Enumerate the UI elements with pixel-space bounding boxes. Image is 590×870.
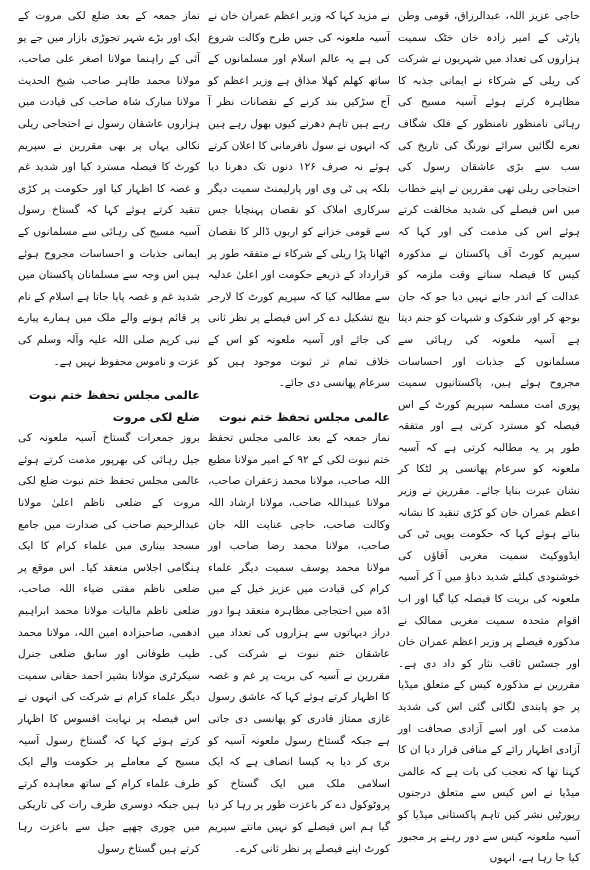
paragraph: نے مزید کہا کہ وزیر اعظم عمران خان نے آسیہ ملعونہ کی جس طرح وکالت شروع کی ہے یہ عالم اسلام اور مسلمانوں کے ساتھ کھلم کھلا مذاق ہے وزیر اعظم کو آج سڑکیں بند کرنے کے نقصانات نظر آ رہے ہیں تاہم دھرنے کیوں بھول رہے ہیں کہ انہوں نے سول نافرمانی کا اعلان کرتے ہوئے نہ صرف ۱۲۶ دنوں تک دھرنا دیا بلکہ پی ٹی وی اور پارلیمنٹ سمیت دیگر سرکاری املاک کو نقصان پہنچایا جس سے قومی خزانے کو اربوں ڈالر کا نقصان اٹھانا پڑا ریلی کے شرکاء نے متفقہ طور پر قرارداد کے ذریعے حکومت اور اعلیٰ عدلیہ سے مطالبہ کیا کہ سپریم کورٹ کا لارجر بنچ تشکیل دے کر اس فیصلے پر نظر ثانی کی جائے اور آسیہ ملعونہ کو اس کے خلاف تمام تر ثبوت موجود ہیں کو سرعام پھانسی دی جائے۔ — [208, 10, 390, 390]
section-heading: عالمی مجلس تحفظ ختم نبوت ضلع لکی مروت — [28, 388, 200, 424]
spacer — [208, 395, 390, 405]
spacer — [18, 373, 200, 383]
paragraph: بروز جمعرات گستاخ آسیہ ملعونہ کی جیل رہائی کی بھرپور مذمت کرتے ہوئے عالمی مجلس تحفظ ختم نبوت ضلع لکی مروت کے ضلعی ناظم اعلیٰ مولانا عبدالرحیم صاحب کی صدارت میں جامع مسجد بیناری میں علماء کرام کا ایک ہنگامی اجلاس منعقد کیا۔ اس موقع پر ضلعی ناظم مفتی ضیاء اللہ صاحب، ضلعی ناظم مالیات مولانا محمد ابراہیم ادھمی، صاحبزادہ امین اللہ، مولانا محمد طیب طوفانی اور سابق ضلعی جنرل سیکرٹری مولانا بشیر احمد حقانی سمیت دیگر علماء کرام نے شرکت کی انہوں نے اس فیصلہ پر نہایت افسوس کا اظہار کرتے ہوئے کہا کہ گستاخ رسول آسیہ مسیح کے معاملے پر حکومت والے ایک طرف علماء کرام کے ساتھ معاہدہ کرتے ہیں جبکہ دوسری طرف رات کی تاریکی میں چوری چھپے جیل سے باعزت رہا کرتے ہیں گستاخ رسول — [18, 432, 200, 855]
paragraph: نماز جمعہ کے بعد ضلع لکی مروت کے ایک اور بڑے شہر تجوڑی بازار میں جے یو آئی کے راہنما مولانا اصغر علی صاحب، مولانا محمد طاہر صاحب شیخ الحدیث مولانا مبارک شاہ صاحب کی قیادت میں ہزاروں عاشقان رسول نے احتجاجی ریلی نکالی یہاں پر بھی مقررین نے سپریم کورٹ کا فیصلہ مسترد کیا اور شدید غم و غصہ کا اظہار کیا اور حکومت پر کڑی تنقید کرتے ہوئے کہا کہ گستاخ رسول آسیہ مسیح کی رہائی سے مسلمانوں کے ایمانی جذبات و احساسات مجروح ہوئے ہیں اس وجہ سے مسلمانان پاکستان میں شدید غم و غصہ پایا جاتا ہے اسلام کے نام پر قائم ہونے والے ملک میں ہمارے پیارے نبی کریم صلی اللہ علیہ وآلہ وسلم کی عزت و ناموس محفوظ نہیں ہے۔ — [18, 10, 200, 368]
column-left — [14, 6, 204, 855]
paragraph: حاجی عزیز اللہ، عبدالرزاق، قومی وطن پارٹی کے امیر زادہ خان خٹک سمیت ہزاروں کی تعداد میں شہریوں نے شرکت کی ریلی کے شرکاء نے ایمانی جذبہ کا مظاہرہ کرتے ہوئے آسیہ مسیح کی رہائی نامنظور نامنظور کے فلک شگاف نعرے لگائیں سرائے نورنگ کی تاریخ کی سب سے بڑی عاشقان رسول کی احتجاجی ریلی تھی مقررین نے اپنے خطاب میں اس فیصلے کی شدید مخالفت کرتے ہوئے اس کی مذمت کی اور کہا کہ سپریم کورٹ آف پاکستان نے مذکورہ کیس کا فیصلہ سناتے وقت ملزمہ کو عدالت کے اندر جانے نہیں دیا جو کہ جان بوجھ کر اور شکوک و شبہات کو جنم دیتا ہے آسیہ ملعونہ کی رہائی سے مسلمانوں کے جذبات اور احساسات مجروح ہوئے ہیں، پاکستانیوں سمیت پوری امت مسلمہ سپریم کورٹ کے اس فیصلہ کو مسترد کرتی ہے اور متفقہ طور پر یہ مطالبہ کرتی ہے کہ آسیہ ملعونہ کو سرعام پھانسی پر لٹکا کر نشان عبرت بنایا جائے۔ مقررین نے وزیر اعظم عمران خان کو کڑی تنقید کا نشانہ بناتے ہوئے کہا کہ حکومت یوپی ٹی کی ایڈووکیٹ سمیت مغربی آقاؤں کی خوشنودی کیلئے شدید دباؤ میں آ کر آسیہ ملعونہ کی بریت کا فیصلہ کیا گیا اور اب اقوام متحدہ سمیت مغربی ممالک نے مذکورہ فیصلے پر وزیر اعظم عمران خان اور جسٹس ثاقب نثار کو داد دی ہے۔ مقررین نے مذکورہ کیس کے متعلق میڈیا پر جو پابندی لگائی گئی اس کی شدید مذمت کی اور اسے آزادی صحافت اور آزادی اظہار رائے کے منافی قرار دیا ان کا کہنا تھا کہ تعجب کی بات ہے کہ عالمی میڈیا نے اس کیس سے متعلق درجنوں رپورٹیں نشر کیں تاہم پاکستانی میڈیا کو آسیہ ملعونہ کیس سے دور رہنے پر مجبور کیا جا رہا ہے، انہوں — [398, 10, 580, 865]
column-right — [394, 6, 584, 865]
section-heading: عالمی مجلس تحفظ ختم نبوت — [218, 409, 390, 424]
column-middle — [204, 6, 394, 855]
paragraph: نماز جمعہ کے بعد عالمی مجلس تحفظ ختم نبوت لکی کے ۹۲ کے امیر مولانا مطیع اللہ صاحب، مولانا محمد زعفران صاحب، مولانا عبیداللہ صاحب، مولانا ارشاد اللہ وکالت صاحب، حاجی عنایت اللہ جان صاحب، مولانا محمد رضا صاحب اور مولانا محمد یوسف سمیت دیگر علماء کرام کی قیادت میں عزیز خیل کے میں اڈہ میں احتجاجی مظاہرہ منعقد ہوا دور دراز دیہاتوں سے ہزاروں کی تعداد میں عاشقان ختم نبوت نے شرکت کی۔ مقررین نے آسیہ کی بریت پر غم و غصہ کا اظہار کرتے ہوئے کہا کہ عاشق رسول غازی ممتاز قادری کو پھانسی دی جاتی ہے جبکہ گستاخ رسول ملعونہ آسیہ کو بری کر دیا یہ کیسا انصاف ہے کہ ایک اسلامی ملک میں ایک گستاخ کو پروٹوکول دے کر باعزت طور پر رہا کر دیا گیا ہم اس فیصلے کو نہیں مانتے سپریم کورٹ اپنے فیصلے پر نظر ثانی کرے۔ — [208, 432, 390, 855]
